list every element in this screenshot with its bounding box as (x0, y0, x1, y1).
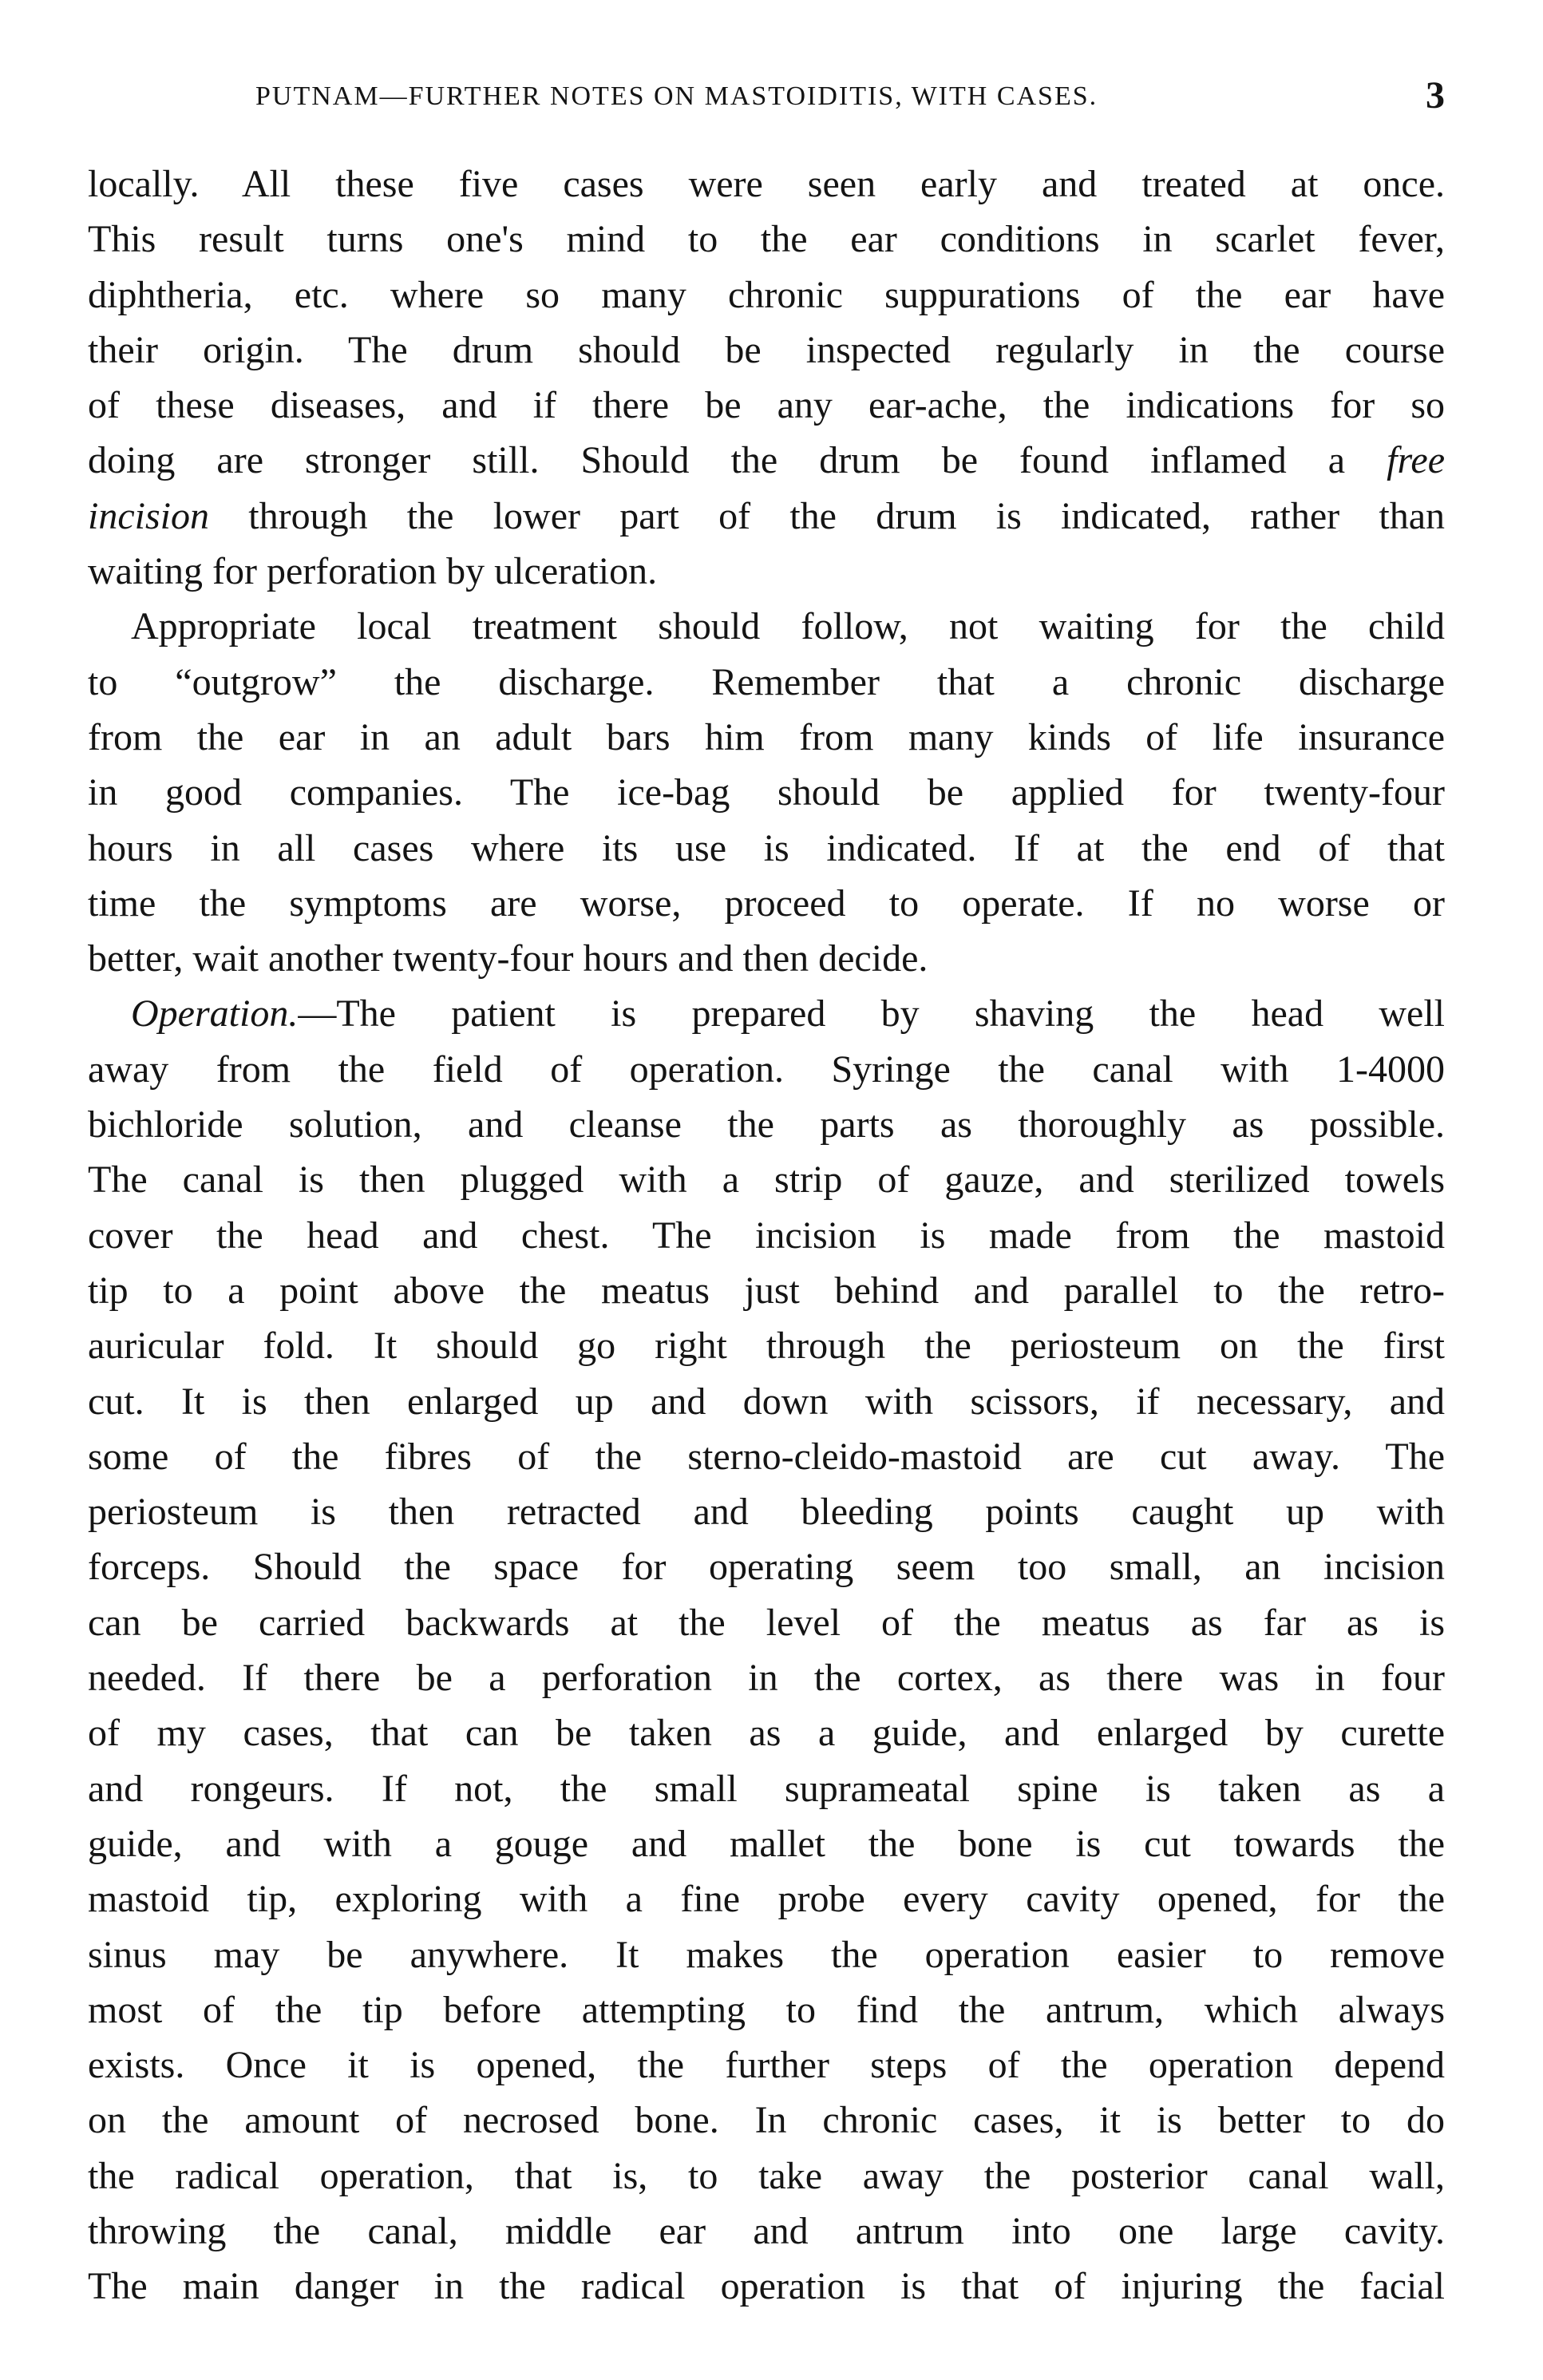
text-segment: most of the tip before attempting to find the antrum, which always (88, 1988, 1445, 2031)
text-segment: forceps. Should the space for operating seem too small, an incision (88, 1546, 1445, 1589)
text-segment: and rongeurs. If not, the small suprameatal spine is taken as a (88, 1767, 1445, 1810)
body-text (88, 156, 1445, 2315)
text-segment: of these diseases, and if there be any ear-ache, the indications for so (88, 384, 1445, 427)
text-line (88, 1208, 1445, 1263)
text-line (88, 1429, 1445, 1484)
text-segment: The canal is then plugged with a strip of gauze, and sterilized towels (88, 1158, 1445, 1202)
text-line (88, 1595, 1445, 1650)
text-segment: guide, and with a gouge and mallet the bone is cut towards the (88, 1822, 1445, 1865)
italic-text: free (1387, 439, 1445, 482)
text-line (88, 986, 1445, 1041)
text-line (88, 1152, 1445, 1207)
text-segment: better, wait another twenty-four hours and then decide. (88, 937, 928, 980)
text-segment: waiting for perforation by ulceration. (88, 550, 658, 593)
text-line (88, 1097, 1445, 1152)
text-segment: on the amount of necrosed bone. In chronic cases, it is better to do (88, 2099, 1445, 2142)
text-segment: hours in all cases where its use is indicated. If at the end of that (88, 826, 1445, 869)
text-segment: diphtheria, etc. where so many chronic suppurations of the ear have (88, 273, 1445, 316)
text-line (88, 655, 1445, 710)
text-segment: in good companies. The ice-bag should be applied for twenty-four (88, 771, 1445, 814)
text-line (88, 1263, 1445, 1318)
italic-text: incision (88, 494, 209, 537)
text-line (88, 1816, 1445, 1871)
text-segment: some of the fibres of the sterno-cleido-mastoid are cut away. The (88, 1435, 1445, 1478)
text-line (88, 876, 1445, 931)
text-segment: cut. It is then enlarged up and down with scissors, if necessary, and (88, 1380, 1445, 1423)
text-line (88, 2259, 1445, 2314)
text-segment: Appropriate local treatment should follow, not waiting for the child (131, 605, 1445, 648)
text-segment: from the ear in an adult bars him from many kinds of life insurance (88, 715, 1445, 758)
text-segment: through the lower part of the drum is indicated, rather than (209, 494, 1445, 537)
text-line (88, 1871, 1445, 1927)
text-segment: exists. Once it is opened, the further steps of the operation depend (88, 2044, 1445, 2087)
text-line (88, 2093, 1445, 2148)
text-line (88, 1982, 1445, 2037)
text-line (88, 2148, 1445, 2204)
text-line (88, 1761, 1445, 1816)
text-line (88, 212, 1445, 267)
text-line (88, 1042, 1445, 1097)
text-segment: the radical operation, that is, to take away the posterior canal wall, (88, 2154, 1445, 2197)
text-line (88, 1374, 1445, 1429)
text-segment: This result turns one's mind to the ear conditions in scarlet fever, (88, 218, 1445, 261)
text-segment: time the symptoms are worse, proceed to operate. If no worse or (88, 881, 1445, 925)
text-line (88, 1539, 1445, 1594)
text-line (88, 489, 1445, 544)
text-line (88, 821, 1445, 876)
text-line (88, 599, 1445, 654)
text-line (88, 544, 1445, 599)
text-segment: locally. All these five cases were seen early and treated at once. (88, 163, 1445, 205)
running-head (88, 73, 1445, 129)
text-segment: bichloride solution, and cleanse the parts as thoroughly as possible. (88, 1103, 1445, 1146)
text-line (88, 2037, 1445, 2093)
text-segment: of my cases, that can be taken as a guide, and enlarged by curette (88, 1712, 1445, 1755)
text-segment: away from the field of operation. Syringe the canal with 1-4000 (88, 1047, 1445, 1091)
text-line (88, 156, 1445, 212)
text-segment: throwing the canal, middle ear and antrum into one large cavity. (88, 2209, 1445, 2252)
text-segment: tip to a point above the meatus just behind and parallel to the retro- (88, 1269, 1445, 1312)
text-segment: cover the head and chest. The incision is made from the mastoid (88, 1214, 1445, 1257)
text-segment: mastoid tip, exploring with a fine probe every cavity opened, for the (88, 1878, 1445, 1921)
text-line (88, 931, 1445, 986)
text-line (88, 378, 1445, 433)
text-segment: periosteum is then retracted and bleeding points caught up with (88, 1491, 1445, 1534)
text-segment: to “outgrow” the discharge. Remember that a chronic discharge (88, 660, 1445, 703)
text-segment: their origin. The drum should be inspected regularly in the course (88, 328, 1445, 371)
text-line (88, 1318, 1445, 1373)
text-segment: can be carried backwards at the level of the meatus as far as is (88, 1601, 1445, 1644)
text-line (88, 267, 1445, 323)
text-line (88, 2204, 1445, 2259)
text-segment: —The patient is prepared by shaving the head well (298, 992, 1445, 1036)
text-line (88, 1705, 1445, 1760)
text-line (88, 1484, 1445, 1539)
text-segment: doing are stronger still. Should the drum be found inflamed a (88, 439, 1387, 482)
text-segment: sinus may be anywhere. It makes the operation easier to remove (88, 1933, 1445, 1976)
text-line (88, 1927, 1445, 1982)
running-title: PUTNAM—FURTHER NOTES ON MASTOIDITIS, WITH CASES. (255, 81, 1098, 111)
text-segment: auricular fold. It should go right through the periosteum on the first (88, 1325, 1445, 1368)
text-line (88, 765, 1445, 820)
page-number: 3 (1426, 74, 1445, 117)
text-line (88, 433, 1445, 488)
italic-text: Operation. (131, 992, 299, 1036)
text-segment: needed. If there be a perforation in the cortex, as there was in four (88, 1657, 1445, 1700)
text-line (88, 710, 1445, 765)
text-line (88, 1650, 1445, 1705)
text-segment: The main danger in the radical operation is that of injuring the facial (88, 2265, 1445, 2308)
text-line (88, 323, 1445, 378)
